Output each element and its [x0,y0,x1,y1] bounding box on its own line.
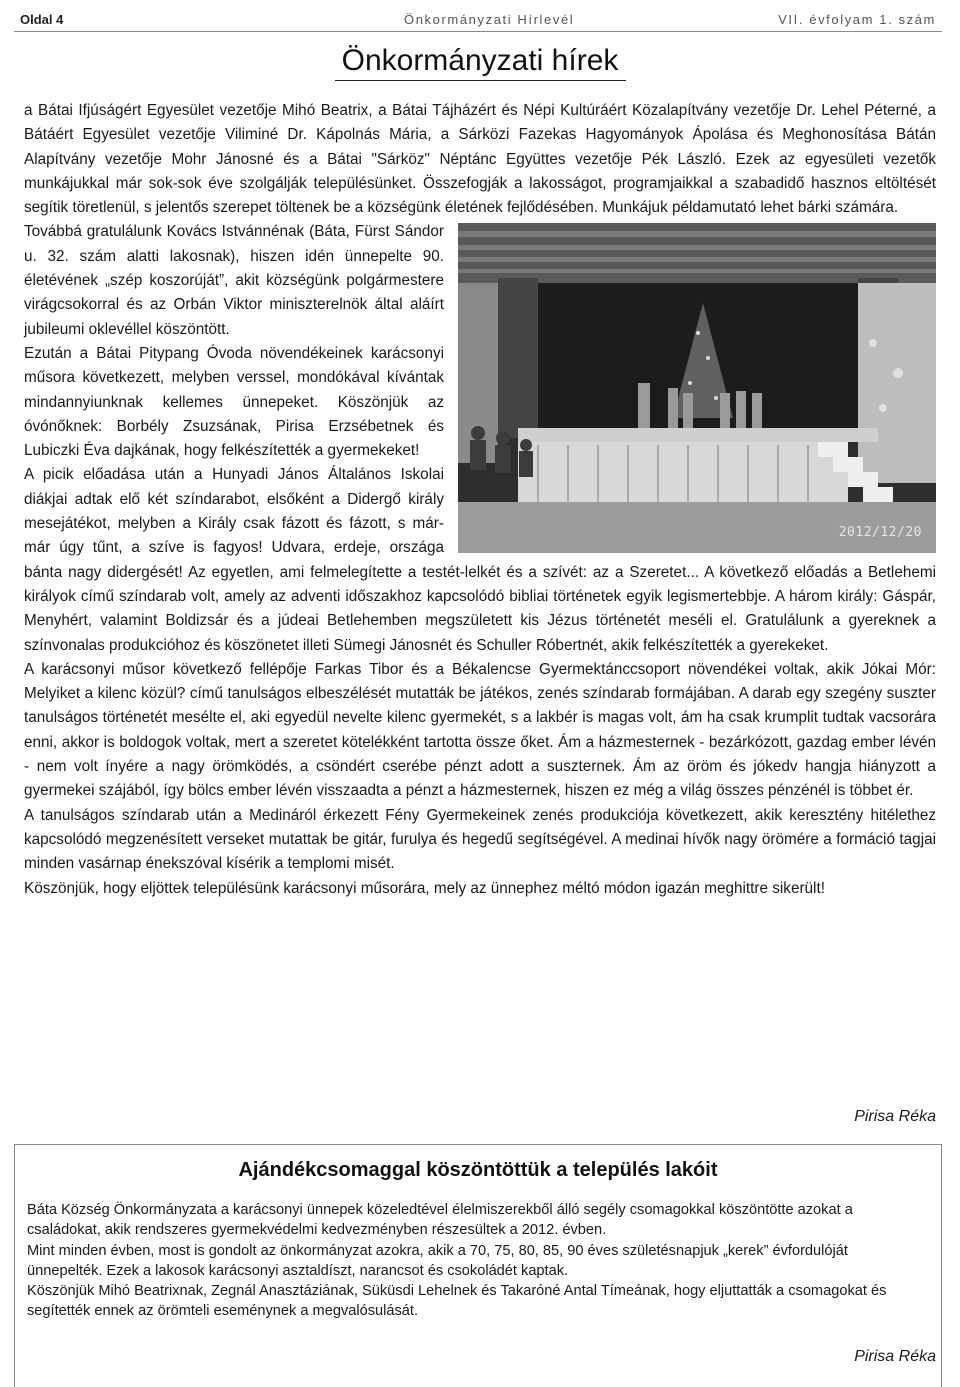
article-paragraph: a Bátai Ifjúságért Egyesület vezetője Mihó Beatrix, a Bátai Tájházért és Népi Kultúráért Közalapítvány vezetője Dr. Lehel Péterné, a Bátáért Egyesület vezetője Viliminé Dr. Kápolnás Mária, a Sárközi Fazekas Hagyományok Ápolása és Meghonosítása Bátán Alapítvány vezetője Mohr Jánosné és a Bátai "Sárköz" Néptánc Együttes vezetője Pék László. Ezek az egyesületi vezetők munkájukkal már sok-sok éve szolgálják településünket. Összefogják a lakosságot, programjaikkal a szabadidő hasznos eltöltését segítik töretlenül, s jelentős szerepet töltenek be a községünk életének fejlődésében. Munkájuk példamutató lehet bárki számára. [24,102,936,217]
article-paragraph: A tanulságos színdarab után a Medináról érkezett Fény Gyermekeinek zenés produkciója következett, akik keresztény hitélethez kapcsolódó megzenésített verseket mutattak be gitár, furulya és hegedű segítségével. A medinai hívők nagy örömére a formáció tagjai minden vasárnap énekszóval kísérik a templomi misét. [24,806,936,873]
article-paragraph: A karácsonyi műsor következő fellépője Farkas Tibor és a Békalencse Gyermektánccsoport növendékei voltak, akik Jókai Mór: Melyiket a kilenc közül? című tanulságos elbeszélését mutatták be játékos, zenés színdarab formájában. A darab egy szegény suszter tanulságos történetét mesélte el, aki egyedül nevelte kilenc gyermekét, s a lakbér is magas volt, ám ha csak krumplit tudtak vacsorára enni, akkor is boldogok voltak, mert a szeretet kötelékként tartotta össze őket. Ám a házmesternek - bezárkózott, gazdag ember lévén - nem volt ínyére a nagy örömködés, a csöndért cserébe pénzt adott a suszternek. Ám az öröm és jókedv hangja hiányzott a gyermekei szájából, így bölcs ember lévén visszaadta a pénzt a házmesternek, hiszen ez még a világ összes pénzénél is többet ér. [24,660,936,800]
issue-info: VII. évfolyam 1. szám [778,12,936,27]
section-paragraph: Mint minden évben, most is gondolt az önkormányzat azokra, akik a 70, 75, 80, 85, 90 éves születésnapjuk „kerek” évfordulóját ünnepelték. Ezek a lakosok karácsonyi asztaldíszt, narancsot és csokoládét kaptak. [27,1242,848,1279]
publication-name: Önkormányzati Hírlevél [404,12,575,27]
section-title: Ajándékcsomaggal köszöntöttük a település lakóit [238,1159,718,1181]
article-paragraph: Köszönjük, hogy eljöttek településünk karácsonyi műsorára, mely az ünnephez méltó módon igazán meghittre sikerült! [24,879,825,897]
article-signature: Pirisa Réka [854,1108,936,1125]
title-underline [335,80,626,81]
article-paragraph: A picik előadása után a Hunyadi János Általános Iskolai diákjai adtak elő két színdarabot, elsőként a Didergő király mesejátékot, melyben a Király csak fázott és fázott, s már-már úgy tűnt, a szíve is fagyos! Udvara, erdeje, országa bánta nagy didergését! Az egyetlen, ami felmelegítette a testét-lelkét és a szívét: az a Szeretet... A következő előadás a Betlehemi királyok című színdarab volt, amely az adventi időszakhoz kapcsolódó bibliai történetek egyik legismertebbje. A három király: Gáspár, Menyhért, valamint Boldizsár és a júdeai Betlehemben megszületett kis Jézus történetét meséli el. Gratulálunk a gyereknek a színvonalas produkcióhoz és köszönetet illeti Sümegi Jánosnét és Schuller Róbertnét, akik felkészítették a gyerekeket. [24,466,936,654]
section-paragraph: Köszönjük Mihó Beatrixnak, Zegnál Anasztáziának, Süküsdi Lehelnek és Takaróné Antal Tímeának, hogy eljuttatták a csomagokat és segítették ennek az örömteli eseménynek a megvalósulását. [27,1283,887,1320]
event-photo [458,223,936,553]
section-signature: Pirisa Réka [854,1348,936,1365]
article-paragraph: Ezután a Bátai Pitypang Óvoda növendékeinek karácsonyi műsora következett, melyben verssel, mondókával kívántak mindannyiunknak kellemes ünnepeket. Köszönjük az óvónőknek: Borbély Zsuzsának, Pirisa Erzsébetnek és Lubiczki Éva dajkának, hogy felkészítették a gyermekeket! [24,344,444,460]
article-paragraph: Továbbá gratulálunk Kovács Istvánnénak (Báta, Fürst Sándor u. 32. szám alatti lakosnak), hiszen idén ünnepelte 90. életévének „szép koszorúját”, akit községünk polgármestere virágcsokorral és az Orbán Viktor miniszterelnök által aláírt jubileumi oklevéllel köszöntött. [24,223,444,338]
article-body [24,99,936,901]
stage-photo-illustration [458,223,936,553]
photo-date-stamp: 2012/12/20 [838,525,922,541]
page-number: Oldal 4 [20,12,64,27]
gift-package-section [14,1144,942,1387]
section-paragraph: Báta Község Önkormányzata a karácsonyi ünnepek közeledtével élelmiszerekből álló segély csomagokkal köszöntötte azokat a családokat, akik rendszeres gyermekvédelmi kedvezményben részesültek a 2012. évben. [27,1202,853,1239]
section-body [27,1200,917,1322]
page-header [14,9,942,32]
page-title: Önkormányzati hírek [341,44,619,77]
